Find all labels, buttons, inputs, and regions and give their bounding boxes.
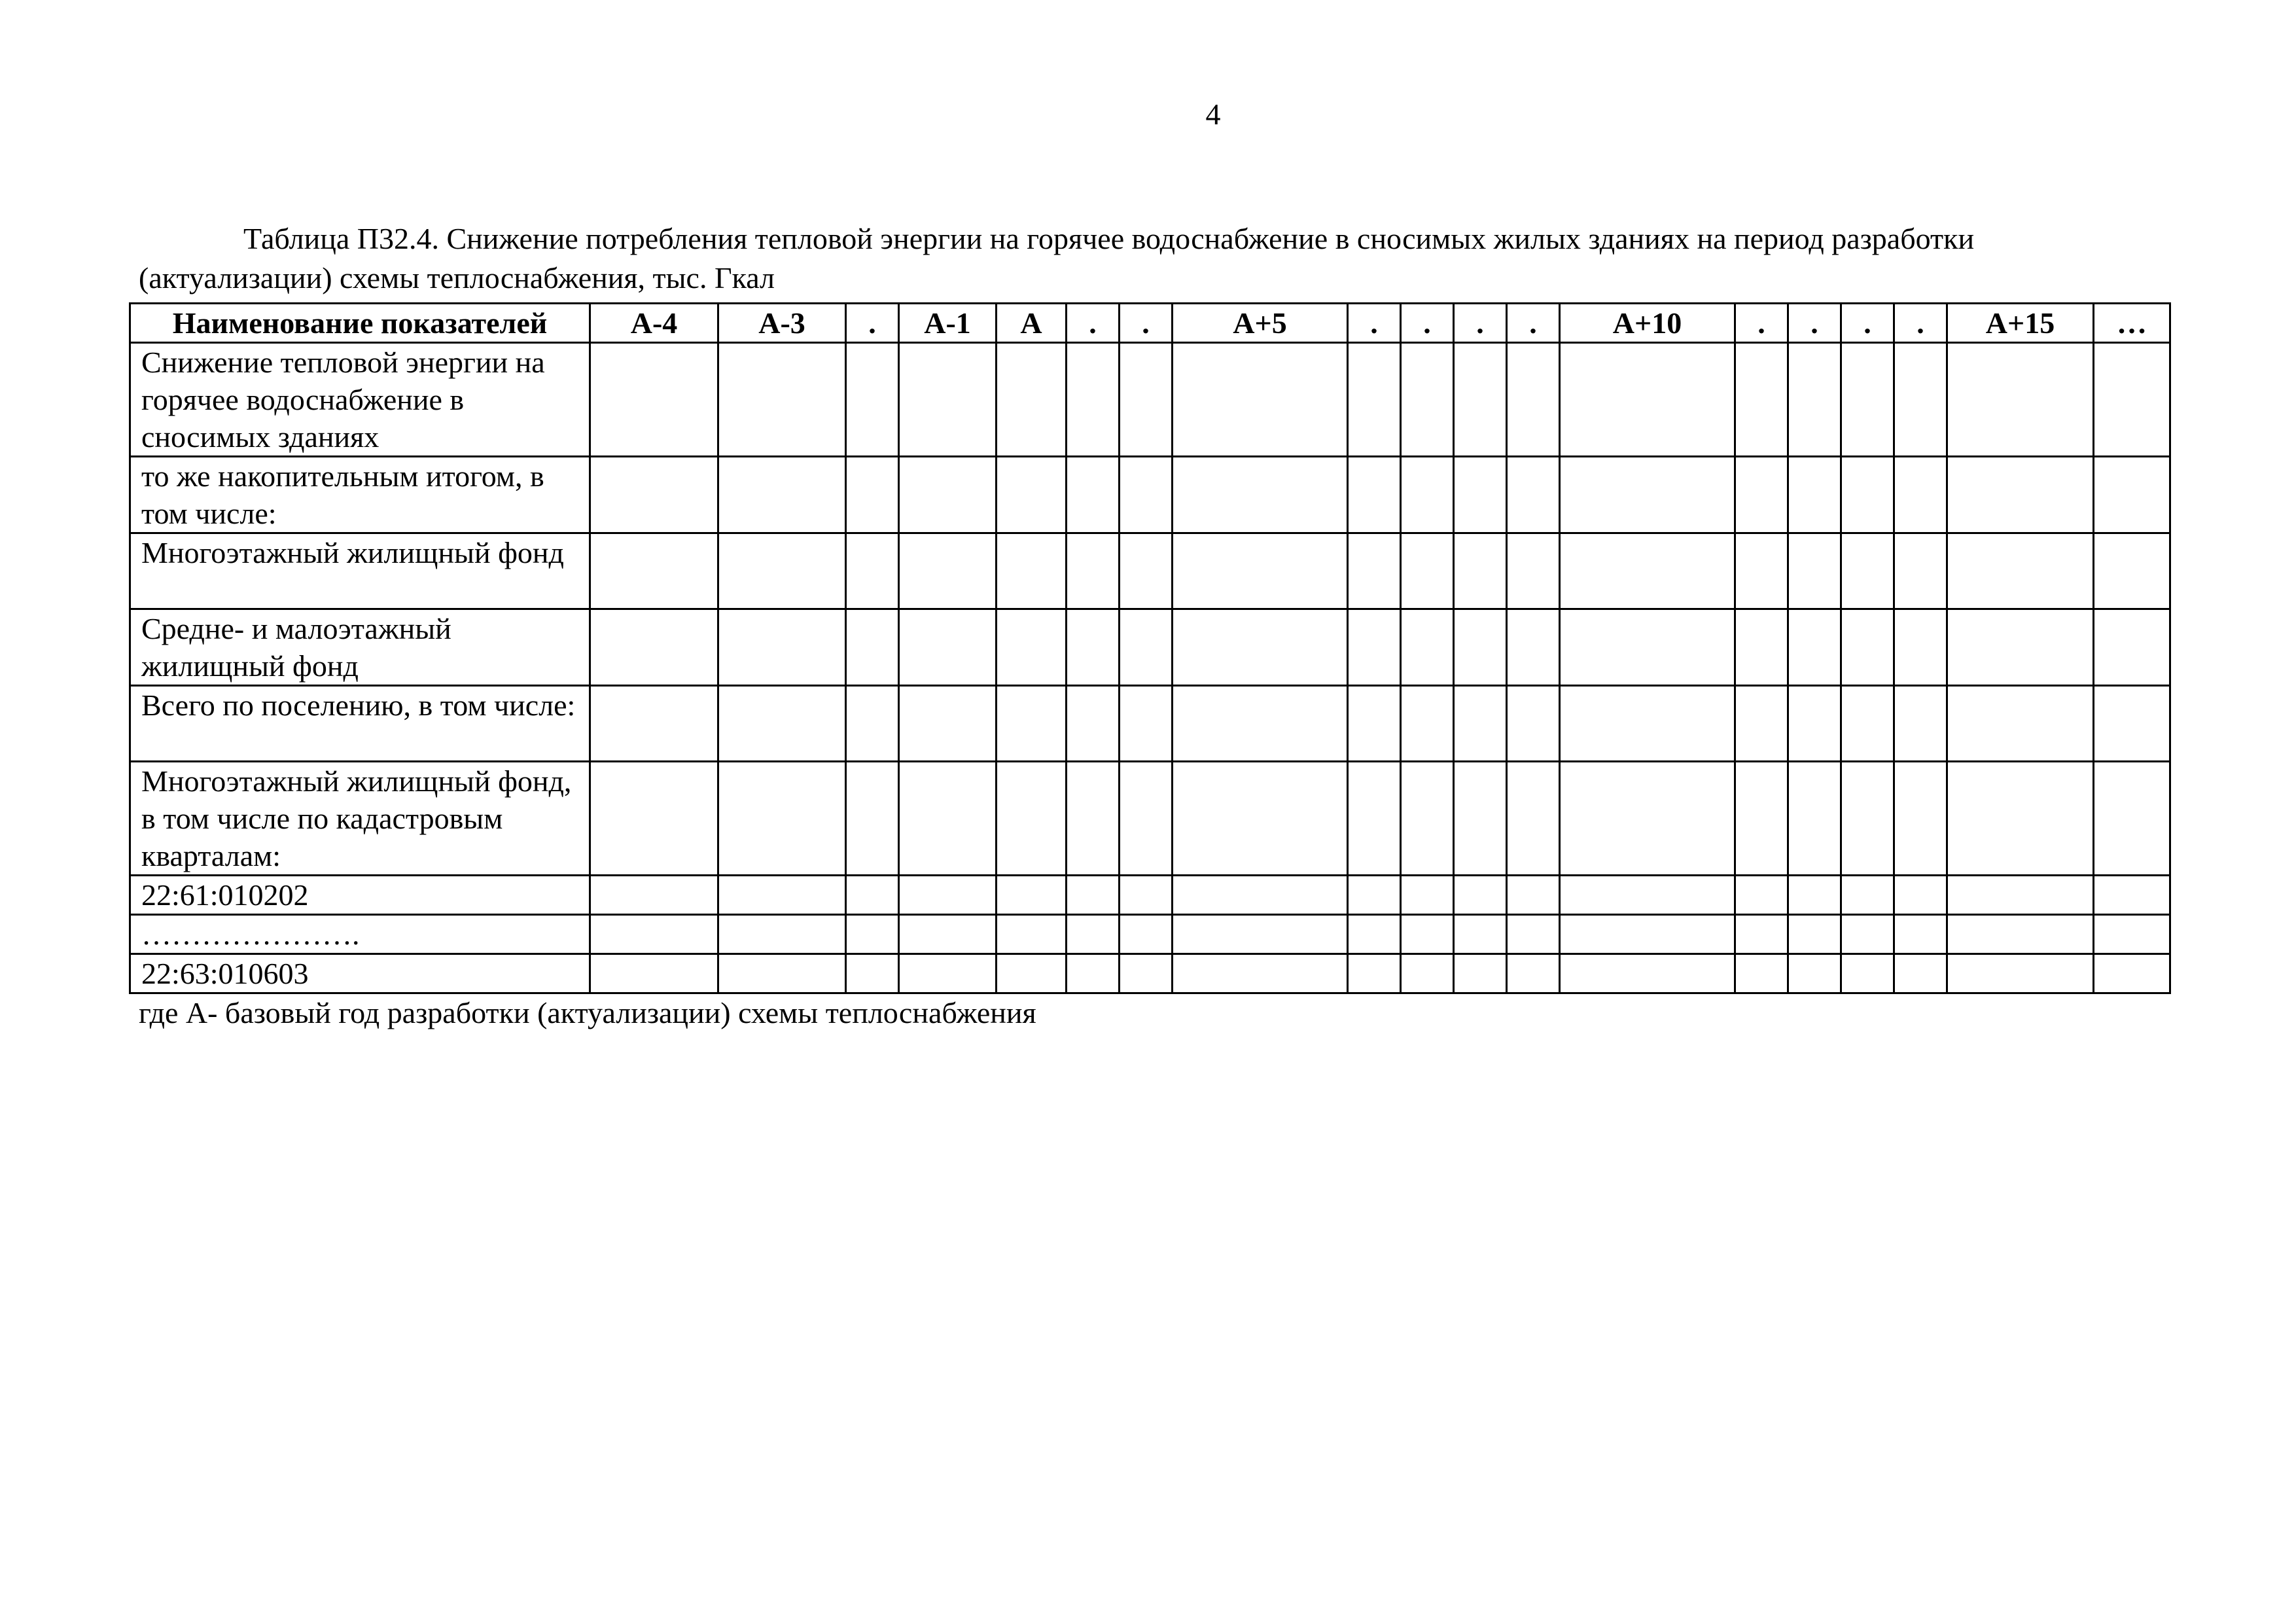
value-cell <box>1173 343 1348 457</box>
value-cell <box>1894 343 1947 457</box>
value-cell <box>1735 533 1788 609</box>
value-cell <box>997 343 1067 457</box>
value-cell <box>1348 762 1401 876</box>
value-cell <box>1894 686 1947 762</box>
value-cell <box>1841 609 1894 686</box>
header-cell-period: А-4 <box>590 304 718 343</box>
value-cell <box>718 457 846 533</box>
value-cell <box>1735 609 1788 686</box>
value-cell <box>1947 343 2094 457</box>
value-cell <box>1507 876 1560 915</box>
value-cell <box>1894 457 1947 533</box>
value-cell <box>997 457 1067 533</box>
value-cell <box>899 343 997 457</box>
value-cell <box>1947 876 2094 915</box>
value-cell <box>1894 954 1947 993</box>
value-cell <box>2094 915 2170 954</box>
value-cell <box>1788 457 1841 533</box>
value-cell <box>2094 457 2170 533</box>
table-row <box>130 762 2170 876</box>
value-cell <box>718 609 846 686</box>
value-cell <box>2094 762 2170 876</box>
value-cell <box>1788 954 1841 993</box>
value-cell <box>846 876 899 915</box>
value-cell <box>1735 686 1788 762</box>
header-cell-period: . <box>1348 304 1401 343</box>
value-cell <box>1348 343 1401 457</box>
value-cell <box>1788 915 1841 954</box>
value-cell <box>997 686 1067 762</box>
value-cell <box>899 915 997 954</box>
value-cell <box>1560 686 1735 762</box>
value-cell <box>1067 762 1120 876</box>
value-cell <box>2094 954 2170 993</box>
value-cell <box>1401 915 1454 954</box>
value-cell <box>1507 343 1560 457</box>
value-cell <box>1401 954 1454 993</box>
value-cell <box>1560 533 1735 609</box>
value-cell <box>1735 954 1788 993</box>
value-cell <box>1894 762 1947 876</box>
value-cell <box>1788 533 1841 609</box>
header-cell-period: . <box>1067 304 1120 343</box>
header-cell-period: . <box>1507 304 1560 343</box>
value-cell <box>1947 609 2094 686</box>
value-cell <box>590 876 718 915</box>
value-cell <box>590 457 718 533</box>
header-cell-period: . <box>1894 304 1947 343</box>
value-cell <box>1120 876 1173 915</box>
value-cell <box>718 762 846 876</box>
value-cell <box>846 954 899 993</box>
header-cell-indicator-name: Наименование показателей <box>130 304 590 343</box>
value-cell <box>1173 954 1348 993</box>
value-cell <box>1788 762 1841 876</box>
value-cell <box>1173 533 1348 609</box>
value-cell <box>590 762 718 876</box>
row-label: Многоэтажный жилищный фонд <box>130 533 590 609</box>
value-cell <box>1401 343 1454 457</box>
value-cell <box>1560 609 1735 686</box>
value-cell <box>1120 762 1173 876</box>
value-cell <box>1120 686 1173 762</box>
value-cell <box>846 343 899 457</box>
header-cell-period: А+10 <box>1560 304 1735 343</box>
header-cell-period: А+5 <box>1173 304 1348 343</box>
table-row <box>130 686 2170 762</box>
header-cell-period: . <box>1841 304 1894 343</box>
value-cell <box>1454 915 1507 954</box>
table-row <box>130 609 2170 686</box>
value-cell <box>1120 954 1173 993</box>
value-cell <box>1401 762 1454 876</box>
table-caption-text: Таблица П32.4. Снижение потребления тепловой энергии на горячее водоснабжение в сносимых жилых зданиях на период разработки (актуализации) схемы теплоснабжения, тыс. Гкал <box>139 222 1975 294</box>
value-cell <box>1401 533 1454 609</box>
value-cell <box>846 609 899 686</box>
table-row <box>130 954 2170 993</box>
value-cell <box>2094 686 2170 762</box>
value-cell <box>1348 876 1401 915</box>
value-cell <box>1560 954 1735 993</box>
value-cell <box>1841 533 1894 609</box>
value-cell <box>1841 915 1894 954</box>
value-cell <box>1841 954 1894 993</box>
value-cell <box>1067 876 1120 915</box>
value-cell <box>997 762 1067 876</box>
value-cell <box>1454 876 1507 915</box>
value-cell <box>899 686 997 762</box>
value-cell <box>718 533 846 609</box>
value-cell <box>1173 457 1348 533</box>
row-label: то же накопительным итогом, в том числе: <box>130 457 590 533</box>
value-cell <box>899 762 997 876</box>
value-cell <box>1401 457 1454 533</box>
value-cell <box>1894 876 1947 915</box>
value-cell <box>1735 915 1788 954</box>
table-header-row <box>130 304 2170 343</box>
value-cell <box>590 533 718 609</box>
value-cell <box>1067 457 1120 533</box>
value-cell <box>1788 686 1841 762</box>
table-row <box>130 457 2170 533</box>
value-cell <box>1507 457 1560 533</box>
value-cell <box>1173 876 1348 915</box>
value-cell <box>1894 609 1947 686</box>
value-cell <box>1947 533 2094 609</box>
header-cell-period: А <box>997 304 1067 343</box>
value-cell <box>1067 609 1120 686</box>
value-cell <box>1841 343 1894 457</box>
header-cell-period: . <box>846 304 899 343</box>
value-cell <box>1841 876 1894 915</box>
value-cell <box>1947 457 2094 533</box>
value-cell <box>1735 762 1788 876</box>
header-cell-period: . <box>1454 304 1507 343</box>
header-cell-period: А-3 <box>718 304 846 343</box>
value-cell <box>1067 533 1120 609</box>
value-cell <box>899 876 997 915</box>
value-cell <box>1947 686 2094 762</box>
value-cell <box>1560 343 1735 457</box>
value-cell <box>997 533 1067 609</box>
value-cell <box>1401 609 1454 686</box>
row-label: Всего по поселению, в том числе: <box>130 686 590 762</box>
value-cell <box>1173 686 1348 762</box>
value-cell <box>997 876 1067 915</box>
table-caption <box>139 219 2167 298</box>
value-cell <box>1788 609 1841 686</box>
value-cell <box>718 686 846 762</box>
value-cell <box>1507 954 1560 993</box>
value-cell <box>1067 954 1120 993</box>
table-row <box>130 876 2170 915</box>
table-body <box>130 343 2170 993</box>
value-cell <box>1348 954 1401 993</box>
value-cell <box>846 915 899 954</box>
value-cell <box>1947 954 2094 993</box>
value-cell <box>2094 876 2170 915</box>
value-cell <box>1348 533 1401 609</box>
value-cell <box>590 915 718 954</box>
value-cell <box>1454 762 1507 876</box>
value-cell <box>1348 915 1401 954</box>
value-cell <box>1454 457 1507 533</box>
value-cell <box>1841 686 1894 762</box>
value-cell <box>1348 457 1401 533</box>
value-cell <box>718 954 846 993</box>
value-cell <box>718 876 846 915</box>
value-cell <box>1788 343 1841 457</box>
value-cell <box>590 686 718 762</box>
value-cell <box>1454 954 1507 993</box>
value-cell <box>899 457 997 533</box>
value-cell <box>1067 686 1120 762</box>
value-cell <box>1507 686 1560 762</box>
value-cell <box>590 609 718 686</box>
row-label: 22:63:010603 <box>130 954 590 993</box>
value-cell <box>1735 876 1788 915</box>
value-cell <box>1120 533 1173 609</box>
value-cell <box>1401 876 1454 915</box>
value-cell <box>1560 876 1735 915</box>
table-footnote: где А- базовый год разработки (актуализации) схемы теплоснабжения <box>139 996 1036 1029</box>
header-cell-period: … <box>2094 304 2170 343</box>
row-label: Средне- и малоэтажный жилищный фонд <box>130 609 590 686</box>
value-cell <box>1120 915 1173 954</box>
value-cell <box>1894 533 1947 609</box>
value-cell <box>846 457 899 533</box>
header-cell-period: . <box>1788 304 1841 343</box>
value-cell <box>1947 762 2094 876</box>
value-cell <box>590 343 718 457</box>
header-cell-period: А+15 <box>1947 304 2094 343</box>
value-cell <box>1947 915 2094 954</box>
value-cell <box>1401 686 1454 762</box>
value-cell <box>1120 343 1173 457</box>
value-cell <box>899 609 997 686</box>
value-cell <box>1454 609 1507 686</box>
row-label: …………………. <box>130 915 590 954</box>
value-cell <box>1454 343 1507 457</box>
value-cell <box>2094 609 2170 686</box>
row-label: 22:61:010202 <box>130 876 590 915</box>
value-cell <box>846 533 899 609</box>
heat-energy-table <box>129 302 2171 994</box>
value-cell <box>1735 343 1788 457</box>
page-number: 4 <box>1205 98 1221 131</box>
value-cell <box>1894 915 1947 954</box>
value-cell <box>2094 343 2170 457</box>
value-cell <box>997 915 1067 954</box>
header-cell-period: . <box>1120 304 1173 343</box>
value-cell <box>1560 762 1735 876</box>
row-label: Снижение тепловой энергии на горячее водоснабжение в сносимых зданиях <box>130 343 590 457</box>
value-cell <box>1507 533 1560 609</box>
value-cell <box>1735 457 1788 533</box>
value-cell <box>1173 915 1348 954</box>
value-cell <box>899 954 997 993</box>
value-cell <box>1507 609 1560 686</box>
value-cell <box>846 762 899 876</box>
value-cell <box>718 343 846 457</box>
value-cell <box>1120 457 1173 533</box>
table-row <box>130 533 2170 609</box>
header-cell-period: . <box>1735 304 1788 343</box>
header-cell-period: . <box>1401 304 1454 343</box>
value-cell <box>1120 609 1173 686</box>
table-row <box>130 343 2170 457</box>
value-cell <box>899 533 997 609</box>
value-cell <box>1173 609 1348 686</box>
table-row <box>130 915 2170 954</box>
value-cell <box>1788 876 1841 915</box>
value-cell <box>997 954 1067 993</box>
value-cell <box>590 954 718 993</box>
header-cell-period: А-1 <box>899 304 997 343</box>
value-cell <box>1348 609 1401 686</box>
value-cell <box>1454 686 1507 762</box>
value-cell <box>718 915 846 954</box>
value-cell <box>1067 343 1120 457</box>
value-cell <box>1560 915 1735 954</box>
value-cell <box>997 609 1067 686</box>
value-cell <box>846 686 899 762</box>
value-cell <box>1841 762 1894 876</box>
value-cell <box>1067 915 1120 954</box>
value-cell <box>1454 533 1507 609</box>
value-cell <box>1560 457 1735 533</box>
value-cell <box>2094 533 2170 609</box>
value-cell <box>1507 915 1560 954</box>
value-cell <box>1507 762 1560 876</box>
value-cell <box>1348 686 1401 762</box>
row-label: Многоэтажный жилищный фонд, в том числе по кадастровым кварталам: <box>130 762 590 876</box>
value-cell <box>1173 762 1348 876</box>
value-cell <box>1841 457 1894 533</box>
